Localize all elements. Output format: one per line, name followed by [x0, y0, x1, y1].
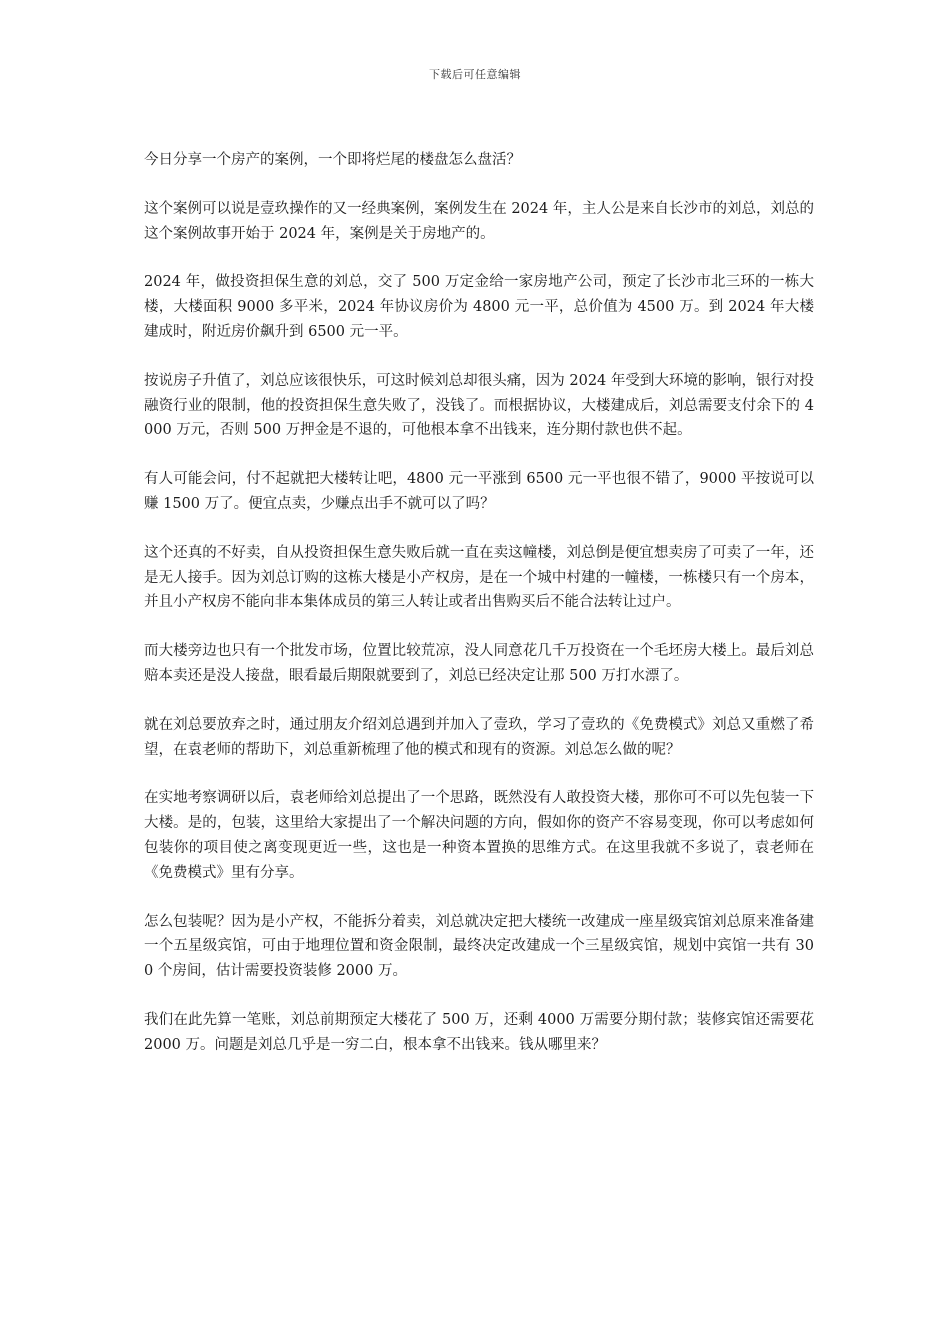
document-body	[144, 148, 814, 1082]
paragraph-question: 有人可能会问，付不起就把大楼转让吧，4800 元一平涨到 6500 元一平也很不错了，9000 平按说可以赚 1500 万了。便宜点卖，少赚点出手不就可以了吗？	[144, 471, 814, 512]
paragraph-deposit: 2024 年，做投资担保生意的刘总，交了 500 万定金给一家房地产公司，预定了长沙市北三环的一栋大楼，大楼面积 9000 多平米，2024 年协议房价为 4800 元一平，总价值为 4500 万。到 2024 年大楼建成时，附近房价飙升到 6500 元一平。	[144, 274, 814, 340]
paragraph-location: 而大楼旁边也只有一个批发市场，位置比较荒凉，没人同意花几千万投资在一个毛坯房大楼上。最后刘总赔本卖还是没人接盘，眼看最后期限就要到了，刘总已经决定让那 500 万打水漂了。	[144, 643, 814, 684]
paragraph-case-overview: 这个案例可以说是壹玖操作的又一经典案例，案例发生在 2024 年，主人公是来自长沙市的刘总，刘总的这个案例故事开始于 2024 年，案例是关于房地产的。	[144, 200, 814, 242]
paragraph-intro: 今日分享一个房产的案例，一个即将烂尾的楼盘怎么盘活？	[144, 152, 521, 168]
paragraph-business-failure: 按说房子升值了，刘总应该很快乐，可这时候刘总却很头痛，因为 2024 年受到大环境的影响，银行对投融资行业的限制，他的投资担保生意失败了，没钱了。而根据协议，大楼建成后，刘总需要支付余下的 4000 万元，否则 500 万押金是不退的，可他根本拿不出钱来，连分期付款也供不起。	[144, 372, 814, 439]
paragraph-funding-question: 我们在此先算一笔账，刘总前期预定大楼花了 500 万，还剩 4000 万需要分期付款；装修宾馆还需要花 2000 万。问题是刘总几乎是一穷二白，根本拿不出钱来。钱从哪里来？	[144, 1011, 814, 1053]
page-header: 下载后可任意编辑	[429, 68, 521, 81]
paragraph-hard-to-sell: 这个还真的不好卖，自从投资担保生意失败后就一直在卖这幢楼，刘总倒是便宜想卖房了可卖了一年，还是无人接手。因为刘总订购的这栋大楼是小产权房，是在一个城中村建的一幢楼，一栋楼只有一个房本，并且小产权房不能向非本集体成员的第三人转让或者出售购买后不能合法转让过户。	[144, 544, 814, 611]
paragraph-turning-point: 就在刘总要放弃之时，通过朋友介绍刘总遇到并加入了壹玖，学习了壹玖的《免费模式》刘总又重燃了希望，在袁老师的帮助下，刘总重新梳理了他的模式和现有的资源。刘总怎么做的呢？	[144, 716, 814, 758]
paragraph-packaging-idea: 在实地考察调研以后，袁老师给刘总提出了一个思路，既然没有人敢投资大楼，那你可不可以先包装一下大楼。是的，包装，这里给大家提出了一个解决问题的方向，假如你的资产不容易变现，你可以考虑如何包装你的项目使之离变现更近一些，这也是一种资本置换的思维方式。在这里我就不多说了，袁老师在《免费模式》里有分享。	[144, 790, 814, 881]
paragraph-hotel-plan: 怎么包装呢？因为是小产权，不能拆分着卖，刘总就决定把大楼统一改建成一座星级宾馆刘总原来准备建一个五星级宾馆，可由于地理位置和资金限制，最终决定改建成一个三星级宾馆，规划中宾馆一共有 300 个房间，估计需要投资装修 2000 万。	[144, 913, 814, 980]
